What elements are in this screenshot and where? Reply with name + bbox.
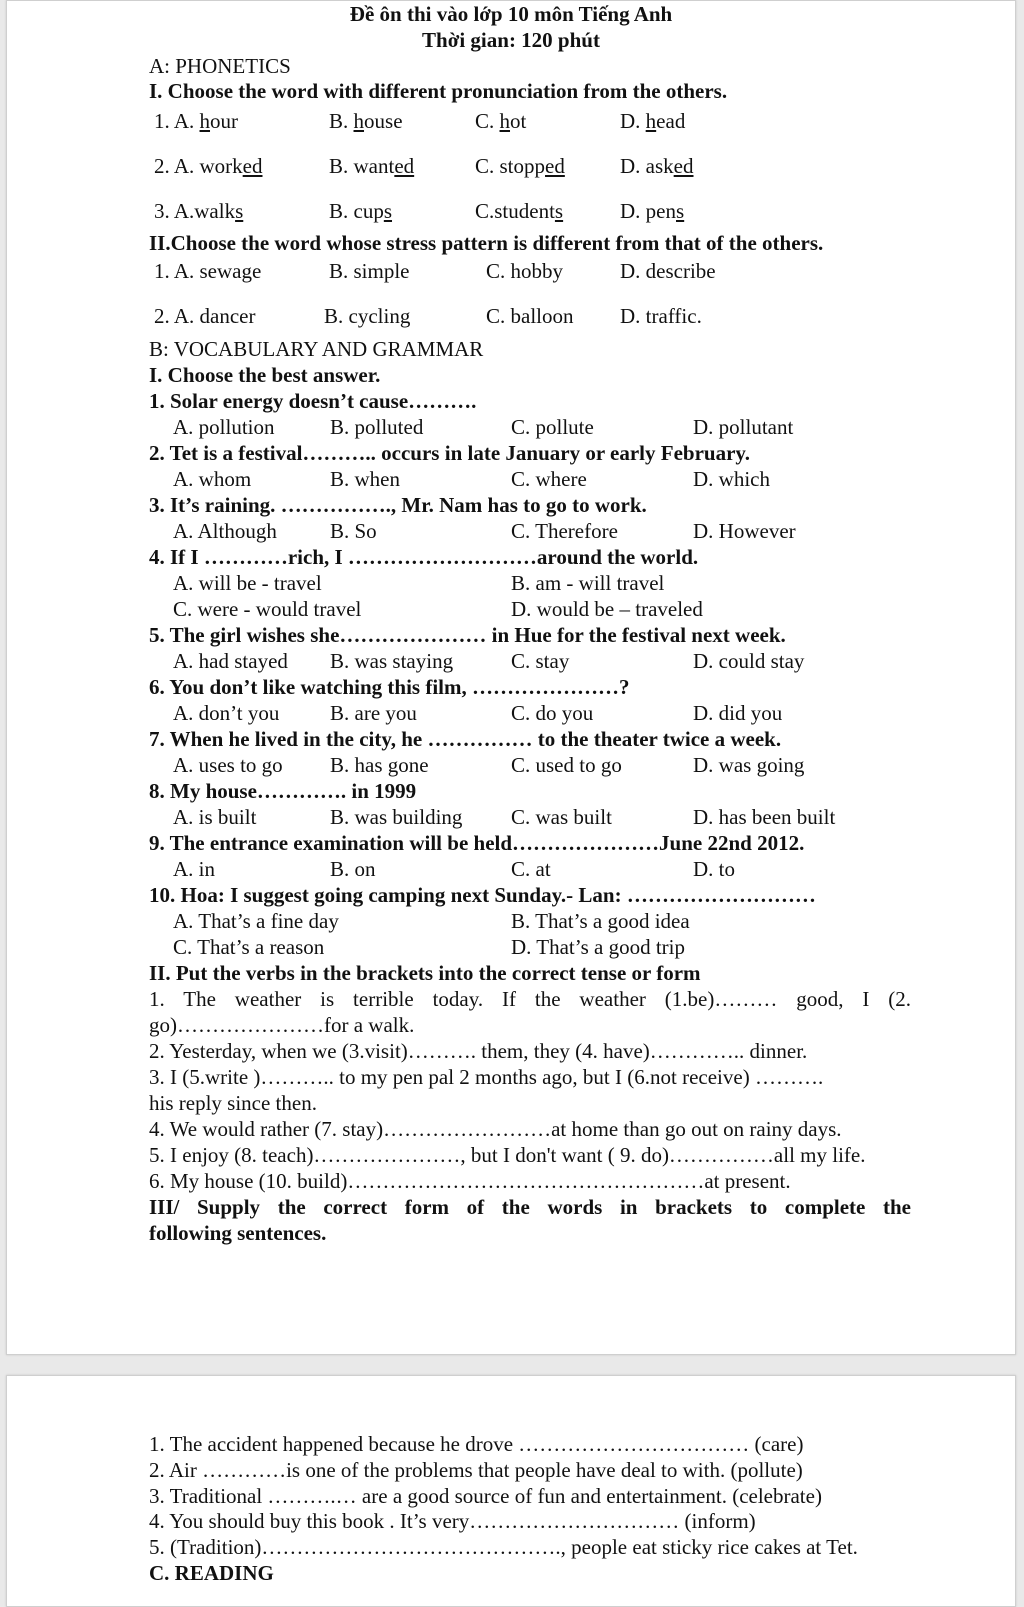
phon-q2-a: 2. A. worked bbox=[154, 154, 263, 178]
mc-q3-a: A. Although bbox=[173, 519, 277, 543]
word-form-heading-line1: III/ Supply the correct form of the words in brackets to complete the bbox=[149, 1195, 911, 1219]
word-form-item-5: 5. (Tradition)……………………………………., people eat sticky rice cakes at Tet. bbox=[149, 1535, 858, 1559]
mc-q3: 3. It’s raining. ……………., Mr. Nam has to go to work. bbox=[149, 493, 647, 517]
mc-q5: 5. The girl wishes she………………… in Hue for the festival next week. bbox=[149, 623, 786, 647]
mc-q2-c: C. where bbox=[511, 467, 587, 491]
phon-q1-d: D. head bbox=[620, 109, 686, 133]
mc-q6-c: C. do you bbox=[511, 701, 594, 725]
mc-q8-b: B. was building bbox=[330, 805, 463, 829]
stress-q2-a: 2. A. dancer bbox=[154, 304, 256, 328]
mc-q10-d: D. That’s a good trip bbox=[511, 935, 686, 959]
verb-line-7: 5. I enjoy (8. teach)…………………, but I don't want ( 9. do)……………all my life. bbox=[149, 1143, 866, 1167]
stress-q2-d: D. traffic. bbox=[620, 304, 702, 328]
phon-q1-c: C. hot bbox=[475, 109, 527, 133]
verb-line-1: 1. The weather is terrible today. If the weather (1.be)……… good, I (2. bbox=[149, 987, 911, 1011]
phonetics-part1-heading: I. Choose the word with different pronunciation from the others. bbox=[149, 79, 728, 103]
mc-q6: 6. You don’t like watching this film, …………………? bbox=[149, 675, 630, 699]
document-page-2 bbox=[6, 1375, 1016, 1607]
mc-q9-d: D. to bbox=[693, 857, 735, 881]
mc-q1: 1. Solar energy doesn’t cause………. bbox=[149, 389, 477, 413]
section-a-heading: A: PHONETICS bbox=[149, 54, 291, 78]
mc-q9-b: B. on bbox=[330, 857, 376, 881]
mc-q5-c: C. stay bbox=[511, 649, 570, 673]
mc-q5-a: A. had stayed bbox=[173, 649, 288, 673]
verb-line-5: his reply since then. bbox=[149, 1091, 317, 1115]
verb-line-3: 2. Yesterday, when we (3.visit)………. them, they (4. have)………….. dinner. bbox=[149, 1039, 808, 1063]
word-form-item-1: 1. The accident happened because he drove …………………………… (care) bbox=[149, 1432, 804, 1456]
verb-line-8: 6. My house (10. build)……………………………………………at present. bbox=[149, 1169, 791, 1193]
stress-q1-b: B. simple bbox=[329, 259, 410, 283]
word-form-heading-line2: following sentences. bbox=[149, 1221, 327, 1245]
mc-q10: 10. Hoa: I suggest going camping next Sunday.- Lan: ……………………… bbox=[149, 883, 816, 907]
word-form-item-4: 4. You should buy this book . It’s very………………………… (inform) bbox=[149, 1509, 756, 1533]
mc-q6-d: D. did you bbox=[693, 701, 783, 725]
mc-q8-d: D. has been built bbox=[693, 805, 836, 829]
stress-q1-c: C. hobby bbox=[486, 259, 564, 283]
phon-q3-d: D. pens bbox=[620, 199, 685, 223]
mc-q3-d: D. However bbox=[693, 519, 796, 543]
mc-q7: 7. When he lived in the city, he …………… to the theater twice a week. bbox=[149, 727, 782, 751]
phon-q3-b: B. cups bbox=[329, 199, 393, 223]
mc-q2-d: D. which bbox=[693, 467, 770, 491]
phon-q2-c: C. stopped bbox=[475, 154, 565, 178]
mc-q4-d: D. would be – traveled bbox=[511, 597, 703, 621]
mc-q7-b: B. has gone bbox=[330, 753, 429, 777]
document-title: Đề ôn thi vào lớp 10 môn Tiếng Anh bbox=[349, 2, 673, 26]
phon-q1-a: 1. A. hour bbox=[154, 109, 239, 133]
mc-q2-a: A. whom bbox=[173, 467, 252, 491]
mc-q6-b: B. are you bbox=[330, 701, 417, 725]
mc-q4-b: B. am - will travel bbox=[511, 571, 665, 595]
word-form-item-3: 3. Traditional ……….… are a good source of fun and entertainment. (celebrate) bbox=[149, 1484, 822, 1508]
mc-q7-d: D. was going bbox=[693, 753, 805, 777]
mc-q4: 4. If I …………rich, I ………………………around the world. bbox=[149, 545, 699, 569]
verb-tense-heading: II. Put the verbs in the brackets into the correct tense or form bbox=[149, 961, 701, 985]
mc-q8-c: C. was built bbox=[511, 805, 612, 829]
verb-line-4: 3. I (5.write )……….. to my pen pal 2 months ago, but I (6.not receive) ………. bbox=[149, 1065, 824, 1089]
verb-line-6: 4. We would rather (7. stay)……………………at home than go out on rainy days. bbox=[149, 1117, 842, 1141]
mc-q1-d: D. pollutant bbox=[693, 415, 794, 439]
mc-q10-a: A. That’s a fine day bbox=[173, 909, 339, 933]
stress-q2-c: C. balloon bbox=[486, 304, 574, 328]
mc-q2: 2. Tet is a festival……….. occurs in late January or early February. bbox=[149, 441, 750, 465]
phon-q3-c: C.students bbox=[475, 199, 564, 223]
phon-q1-b: B. house bbox=[329, 109, 403, 133]
mc-q4-c: C. were - would travel bbox=[173, 597, 362, 621]
time-limit: Thời gian: 120 phút bbox=[422, 28, 600, 52]
mc-q1-a: A. pollution bbox=[173, 415, 275, 439]
phon-q2-b: B. wanted bbox=[329, 154, 415, 178]
mc-q3-c: C. Therefore bbox=[511, 519, 618, 543]
document-page-1 bbox=[6, 0, 1016, 1355]
mc-q8: 8. My house…………. in 1999 bbox=[149, 779, 417, 803]
section-c-heading: C. READING bbox=[149, 1561, 274, 1585]
stress-q1-a: 1. A. sewage bbox=[154, 259, 262, 283]
mc-q9-a: A. in bbox=[173, 857, 215, 881]
phon-q3-a: 3. A.walks bbox=[154, 199, 244, 223]
phonetics-part2-heading: II.Choose the word whose stress pattern is different from that of the others. bbox=[149, 231, 824, 255]
mc-q8-a: A. is built bbox=[173, 805, 257, 829]
mc-q4-a: A. will be - travel bbox=[173, 571, 322, 595]
stress-q1-d: D. describe bbox=[620, 259, 716, 283]
mc-q7-a: A. uses to go bbox=[173, 753, 283, 777]
mc-q3-b: B. So bbox=[330, 519, 377, 543]
word-form-item-2: 2. Air …………is one of the problems that people have deal to with. (pollute) bbox=[149, 1458, 803, 1482]
stress-q2-b: B. cycling bbox=[324, 304, 411, 328]
mc-q6-a: A. don’t you bbox=[173, 701, 280, 725]
phon-q2-d: D. asked bbox=[620, 154, 694, 178]
section-b-heading: B: VOCABULARY AND GRAMMAR bbox=[149, 337, 484, 361]
mc-q5-b: B. was staying bbox=[330, 649, 454, 673]
mc-q10-b: B. That’s a good idea bbox=[511, 909, 690, 933]
grammar-part1-heading: I. Choose the best answer. bbox=[149, 363, 381, 387]
mc-q1-c: C. pollute bbox=[511, 415, 594, 439]
mc-q2-b: B. when bbox=[330, 467, 400, 491]
mc-q1-b: B. polluted bbox=[330, 415, 424, 439]
mc-q9-c: C. at bbox=[511, 857, 551, 881]
mc-q10-c: C. That’s a reason bbox=[173, 935, 325, 959]
mc-q7-c: C. used to go bbox=[511, 753, 622, 777]
mc-q5-d: D. could stay bbox=[693, 649, 805, 673]
verb-line-2: go)…………………for a walk. bbox=[149, 1013, 415, 1037]
mc-q9: 9. The entrance examination will be held…………………June 22nd 2012. bbox=[149, 831, 805, 855]
